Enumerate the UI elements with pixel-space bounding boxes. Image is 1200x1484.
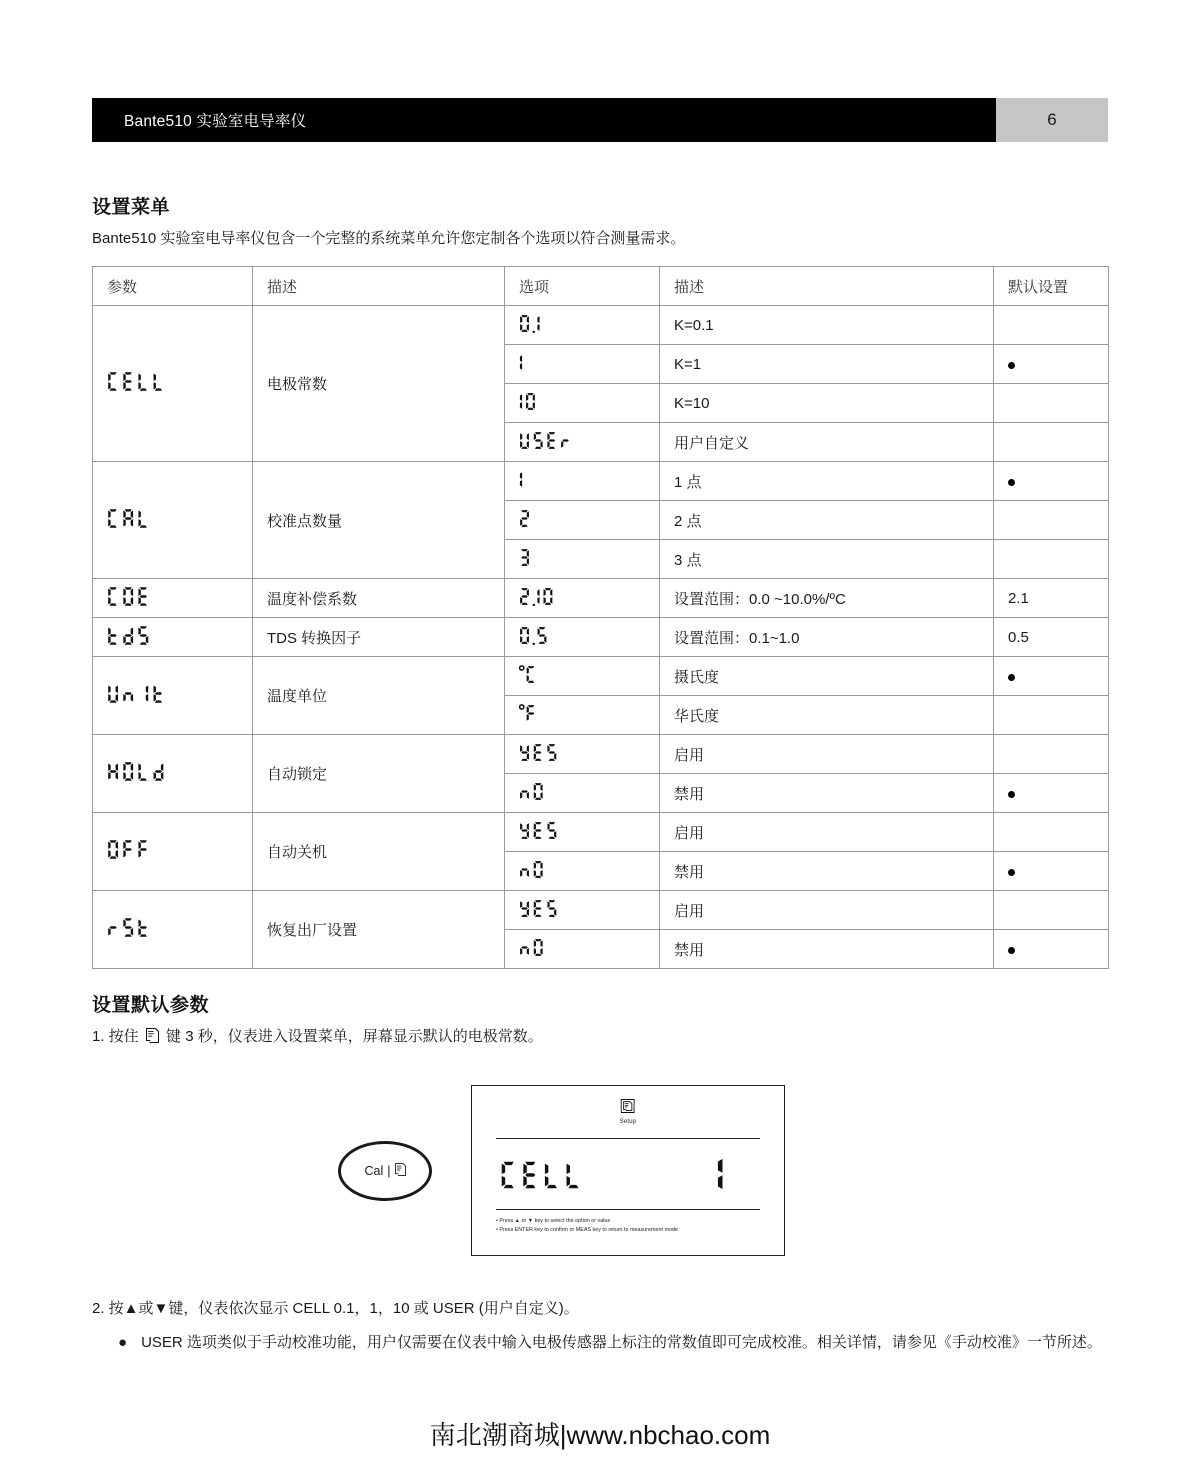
option-lcd-glyphs [519,827,560,844]
step-1-prefix: 1. 按住 [92,1028,139,1045]
param-name-cell [93,579,253,618]
param-lcd-glyphs [107,379,167,396]
default-setting-cell [994,891,1109,930]
option-lcd-glyphs [519,554,533,571]
step-1-suffix: 键 3 秒，仪表进入设置菜单，屏幕显示默认的电极常数。 [166,1028,543,1045]
bullet-item-user-option [118,1330,1108,1356]
default-setting-cell [994,813,1109,852]
param-name-cell [93,657,253,735]
lcd-main-text-glyphs [500,1177,586,1194]
col-header-option-desc: 描述 [660,267,994,306]
option-cell [505,696,660,735]
cal-key-separator: | [387,1164,391,1178]
lcd-setup-indicator [620,1099,637,1125]
col-header-default: 默认设置 [994,267,1109,306]
setup-menu-table [92,266,1109,969]
option-cell [505,462,660,501]
lcd-divider-bottom [496,1209,760,1210]
default-setting-cell [994,540,1109,579]
option-cell [505,813,660,852]
default-marker-dot-icon [1008,869,1015,876]
option-lcd-glyphs [519,905,560,922]
default-setting-cell [994,345,1109,384]
param-lcd-glyphs [107,633,152,650]
bullet-item-text: USER 选项类似于手动校准功能，用户仅需要在仪表中输入电极传感器上标注的常数值即可完成校准。相关详情，请参见《手动校准》一节所述。 [141,1334,1102,1351]
table-header-row [93,267,1109,306]
table-row [93,462,1109,501]
option-lcd-glyphs [519,749,560,766]
lcd-main-value [716,1154,739,1199]
option-cell [505,774,660,813]
cal-key-label: Cal [364,1164,384,1178]
param-lcd-glyphs [107,691,167,708]
col-header-desc: 描述 [253,267,505,306]
option-lcd-glyphs [519,515,533,532]
default-setting-cell [994,852,1109,891]
param-desc-cell: 电极常数 [253,306,505,462]
default-setting-cell: 0.5 [994,618,1109,657]
default-marker-dot-icon [1008,362,1015,369]
param-desc-cell: 恢复出厂设置 [253,891,505,969]
lcd-setup-label: Setup [619,1119,637,1125]
cal-setup-key[interactable] [338,1141,432,1201]
param-desc-cell: 自动锁定 [253,735,505,813]
param-lcd-glyphs [107,925,152,942]
param-desc-cell: 温度补偿系数 [253,579,505,618]
default-setting-cell [994,657,1109,696]
option-desc-cell: 禁用 [660,852,994,891]
option-cell [505,852,660,891]
option-lcd-glyphs [519,359,530,376]
param-name-cell [93,813,253,891]
default-setting-cell [994,774,1109,813]
option-lcd-glyphs [519,788,546,805]
option-lcd-glyphs [519,437,574,454]
param-lcd-glyphs [107,769,167,786]
option-lcd-glyphs [519,320,542,337]
default-setting-cell [994,306,1109,345]
lcd-divider-top [496,1138,760,1139]
option-lcd-glyphs [519,476,530,493]
col-header-param: 参数 [93,267,253,306]
lcd-display-panel [471,1085,785,1256]
table-row [93,618,1109,657]
option-desc-cell: 用户自定义 [660,423,994,462]
param-name-cell [93,306,253,462]
option-desc-cell: 华氏度 [660,696,994,735]
option-lcd-glyphs [519,710,539,727]
section-desc-setup-menu: Bante510 实验室电导率仪包含一个完整的系统菜单允许您定制各个选项以符合测量需求。 [92,230,686,247]
default-setting-cell [994,462,1109,501]
option-desc-cell: 启用 [660,735,994,774]
default-setting-cell [994,696,1109,735]
default-marker-dot-icon [1008,791,1015,798]
table-row [93,579,1109,618]
option-lcd-glyphs [519,593,556,610]
page-footer: 南北潮商城|www.nbchao.com [429,1420,771,1450]
lcd-instruction-notes [496,1217,678,1236]
option-desc-cell: K=10 [660,384,994,423]
option-desc-cell: 摄氏度 [660,657,994,696]
option-desc-cell: 3 点 [660,540,994,579]
param-name-cell [93,462,253,579]
option-cell [505,618,660,657]
setup-icon [146,1028,159,1051]
step-1 [92,1026,543,1051]
param-desc-cell: 自动关机 [253,813,505,891]
lcd-note-1: • Press ▲ or ▼ key to select the option or value [496,1218,611,1224]
option-cell [505,579,660,618]
table-row [93,657,1109,696]
param-lcd-glyphs [107,847,152,864]
option-lcd-glyphs [519,944,546,961]
option-cell [505,501,660,540]
default-setting-cell [994,735,1109,774]
option-desc-cell: 启用 [660,813,994,852]
default-marker-dot-icon [1008,674,1015,681]
option-desc-cell: K=0.1 [660,306,994,345]
param-name-cell [93,735,253,813]
option-cell [505,891,660,930]
default-setting-cell [994,501,1109,540]
table-row [93,735,1109,774]
option-cell [505,423,660,462]
table-row [93,306,1109,345]
step-2: 2. 按▲或▼键，仪表依次显示 CELL 0.1，1，10 或 USER (用户自定义)。 [92,1300,579,1317]
bullet-dot-icon: ● [118,1334,128,1351]
default-setting-cell [994,930,1109,969]
param-lcd-glyphs [107,594,152,611]
option-desc-cell: 1 点 [660,462,994,501]
page-title: Bante510 实验室电导率仪 [124,113,307,130]
option-desc-cell: 禁用 [660,774,994,813]
option-cell [505,930,660,969]
section-heading-default-params: 设置默认参数 [92,995,210,1016]
option-lcd-glyphs [519,398,539,415]
option-cell [505,657,660,696]
param-name-cell [93,891,253,969]
setup-icon [621,1100,635,1117]
table-row [93,891,1109,930]
default-setting-cell: 2.1 [994,579,1109,618]
lcd-main-text [500,1160,586,1195]
option-desc-cell: 设置范围：0.0 ~10.0%/ºC [660,579,994,618]
option-lcd-glyphs [519,866,546,883]
lcd-main-value-glyphs [716,1181,739,1198]
option-desc-cell: 设置范围：0.1~1.0 [660,618,994,657]
setup-icon [395,1163,406,1179]
option-lcd-glyphs [519,632,550,649]
option-desc-cell: 2 点 [660,501,994,540]
param-desc-cell: TDS 转换因子 [253,618,505,657]
option-cell [505,345,660,384]
option-lcd-glyphs [519,671,539,688]
option-desc-cell: 启用 [660,891,994,930]
default-setting-cell [994,384,1109,423]
option-cell [505,735,660,774]
default-marker-dot-icon [1008,479,1015,486]
default-setting-cell [994,423,1109,462]
option-desc-cell: 禁用 [660,930,994,969]
table-body [93,306,1109,969]
option-cell [505,540,660,579]
param-desc-cell: 校准点数量 [253,462,505,579]
figure-setup-display [92,1085,1108,1260]
param-name-cell [93,618,253,657]
option-desc-cell: K=1 [660,345,994,384]
param-desc-cell: 温度单位 [253,657,505,735]
lcd-note-2: • Press ENTER key to confirm or MEAS key to return to measurement mode [496,1227,678,1234]
header-bar [92,98,996,142]
section-heading-setup-menu: 设置菜单 [92,197,171,218]
option-cell [505,306,660,345]
table-row [93,813,1109,852]
page-header [92,98,1108,142]
param-lcd-glyphs [107,516,152,533]
col-header-option: 选项 [505,267,660,306]
page-number: 6 [996,98,1108,142]
option-cell [505,384,660,423]
default-marker-dot-icon [1008,947,1015,954]
